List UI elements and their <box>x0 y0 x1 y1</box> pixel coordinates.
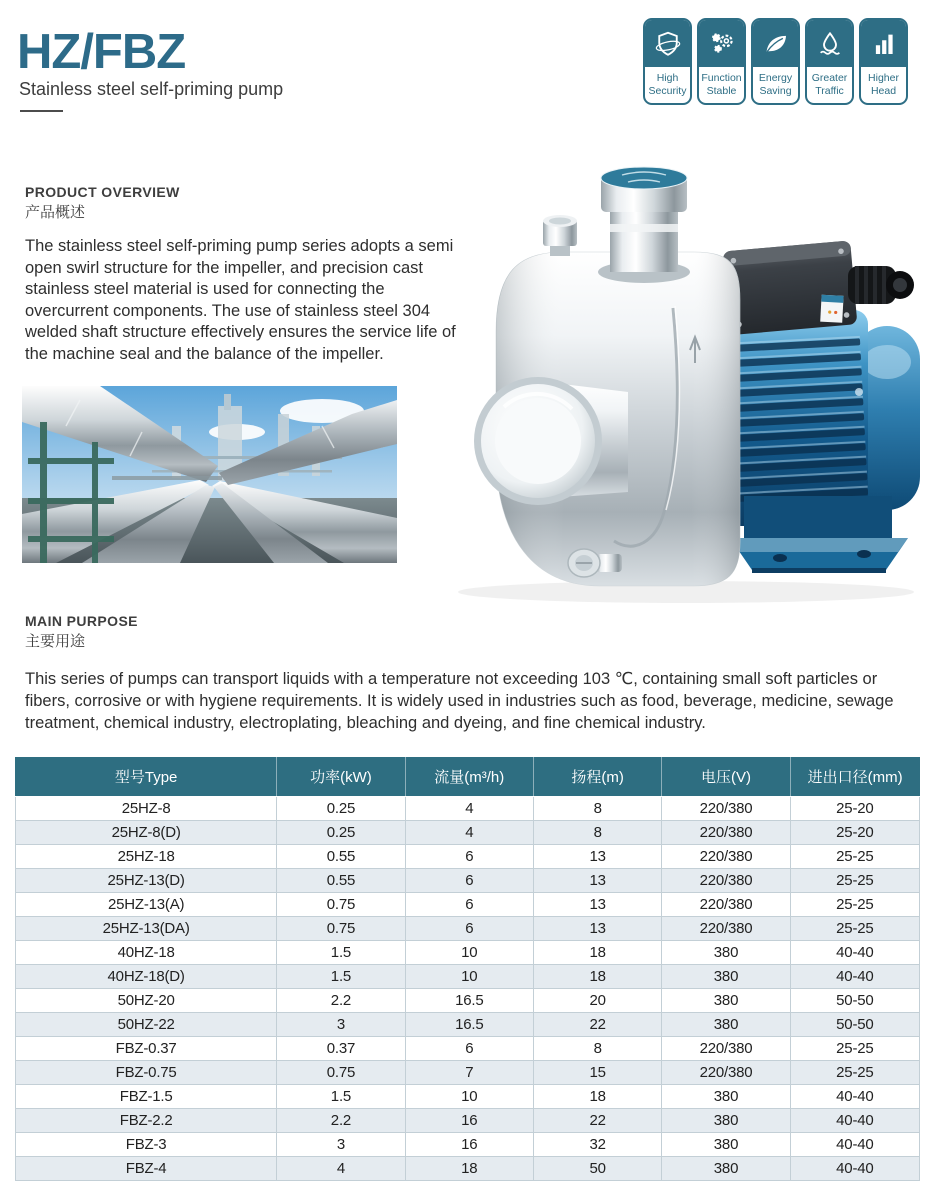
junction-box <box>723 240 858 335</box>
table-cell: 3 <box>277 1132 405 1156</box>
badge-label-line: Energy <box>758 72 793 85</box>
cable-gland <box>848 266 914 304</box>
table-row <box>16 916 920 940</box>
table-row <box>16 1012 920 1036</box>
table-cell: 50-50 <box>790 988 919 1012</box>
table-cell: FBZ-2.2 <box>16 1108 277 1132</box>
badge-label-line: Traffic <box>815 85 844 97</box>
table-cell: 50HZ-20 <box>16 988 277 1012</box>
table-cell: FBZ-1.5 <box>16 1084 277 1108</box>
table-cell: 25-25 <box>790 916 919 940</box>
spec-table <box>15 757 920 1181</box>
table-cell: 40-40 <box>790 940 919 964</box>
table-cell: 0.25 <box>277 820 405 844</box>
table-cell: 2.2 <box>277 988 405 1012</box>
table-cell: 4 <box>405 820 533 844</box>
purpose-paragraph: This series of pumps can transport liquids with a temperature not exceeding 103 ℃, containing small soft particles or fibers, corrosive or with hygiene requirements. It is widely used in industries such as food, beverage, medicine, sewage treatment, chemical industry, electroplating, bleaching and dyeing, and fine chemical industry. <box>25 670 894 732</box>
table-cell: 2.2 <box>277 1108 405 1132</box>
table-cell: 25HZ-8 <box>16 796 277 820</box>
mounting-foot <box>730 496 908 573</box>
table-cell: 22 <box>533 1108 661 1132</box>
table-cell: 25-25 <box>790 844 919 868</box>
table-cell: 18 <box>533 940 661 964</box>
table-cell: 40HZ-18 <box>16 940 277 964</box>
table-cell: 8 <box>533 1036 661 1060</box>
table-cell: 15 <box>533 1060 661 1084</box>
table-cell: 10 <box>405 964 533 988</box>
table-row <box>16 868 920 892</box>
table-row <box>16 796 920 820</box>
badge-high-security <box>643 18 692 105</box>
table-cell: 25-25 <box>790 892 919 916</box>
table-cell: 380 <box>662 1084 790 1108</box>
table-row <box>16 1084 920 1108</box>
table-cell: 0.55 <box>277 844 405 868</box>
badge-label-line: Function <box>701 72 742 85</box>
table-cell: 1.5 <box>277 940 405 964</box>
shield-icon <box>645 20 690 67</box>
purpose-heading-zh: 主要用途 <box>25 633 86 650</box>
table-cell: 0.37 <box>277 1036 405 1060</box>
table-row <box>16 820 920 844</box>
pump-product-photo <box>438 160 930 607</box>
table-cell: 18 <box>405 1156 533 1180</box>
discharge-port <box>598 167 690 283</box>
badge-label <box>861 67 906 103</box>
page-subtitle: Stainless steel self-priming pump <box>19 79 284 99</box>
table-cell: 50HZ-22 <box>16 1012 277 1036</box>
table-cell: 380 <box>662 1156 790 1180</box>
spec-table-header <box>16 757 920 796</box>
table-cell: 20 <box>533 988 661 1012</box>
badge-label-line: Greater <box>811 72 848 85</box>
badge-label-line: Stable <box>706 85 737 97</box>
table-cell: 220/380 <box>662 868 790 892</box>
table-row <box>16 940 920 964</box>
title-underline <box>20 110 63 112</box>
table-cell: 40HZ-18(D) <box>16 964 277 988</box>
port-cap-label <box>601 167 687 189</box>
table-cell: 25HZ-18 <box>16 844 277 868</box>
table-cell: 18 <box>533 964 661 988</box>
droplet-icon <box>807 20 852 67</box>
table-cell: 1.5 <box>277 1084 405 1108</box>
table-cell: 16.5 <box>405 988 533 1012</box>
table-cell: 0.25 <box>277 796 405 820</box>
table-cell: 8 <box>533 820 661 844</box>
badge-label <box>645 67 690 103</box>
table-cell: 13 <box>533 844 661 868</box>
gears-icon <box>699 20 744 67</box>
spec-table-body <box>16 796 920 1180</box>
table-cell: 0.75 <box>277 892 405 916</box>
table-cell: 25-20 <box>790 796 919 820</box>
table-cell: 25HZ-8(D) <box>16 820 277 844</box>
table-cell: 10 <box>405 940 533 964</box>
badge-label-line: High <box>656 72 679 85</box>
overview-heading-en: PRODUCT OVERVIEW <box>25 184 180 200</box>
table-cell: 40-40 <box>790 1084 919 1108</box>
table-cell: 40-40 <box>790 964 919 988</box>
table-cell: 50-50 <box>790 1012 919 1036</box>
table-cell: 16.5 <box>405 1012 533 1036</box>
table-cell: 25HZ-13(D) <box>16 868 277 892</box>
table-cell: 13 <box>533 916 661 940</box>
table-cell: FBZ-3 <box>16 1132 277 1156</box>
junction-box-label <box>820 295 843 323</box>
table-cell: 25-25 <box>790 1060 919 1084</box>
page-title: HZ/FBZ <box>17 25 186 79</box>
inlet-port <box>474 377 628 505</box>
table-cell: 25HZ-13(A) <box>16 892 277 916</box>
table-cell: 3 <box>277 1012 405 1036</box>
table-column-header: 进出口径(mm) <box>790 757 919 796</box>
badge-energy-saving <box>751 18 800 105</box>
badge-label <box>807 67 852 103</box>
overview-heading-zh: 产品概述 <box>25 204 86 221</box>
table-row <box>16 988 920 1012</box>
table-cell: 380 <box>662 940 790 964</box>
table-cell: 0.75 <box>277 916 405 940</box>
table-cell: 32 <box>533 1132 661 1156</box>
table-cell: 40-40 <box>790 1108 919 1132</box>
pump-product-drawing <box>438 160 930 607</box>
table-row <box>16 1108 920 1132</box>
table-cell: 18 <box>533 1084 661 1108</box>
badge-greater-traffic <box>805 18 854 105</box>
table-cell: 13 <box>533 892 661 916</box>
table-cell: FBZ-4 <box>16 1156 277 1180</box>
table-cell: 16 <box>405 1132 533 1156</box>
table-cell: 220/380 <box>662 1060 790 1084</box>
table-cell: 6 <box>405 916 533 940</box>
table-cell: 4 <box>277 1156 405 1180</box>
table-column-header: 电压(V) <box>662 757 790 796</box>
table-cell: 220/380 <box>662 1036 790 1060</box>
table-cell: FBZ-0.37 <box>16 1036 277 1060</box>
table-header-row <box>16 757 920 796</box>
table-cell: 8 <box>533 796 661 820</box>
pipeline-photo <box>22 386 397 563</box>
table-column-header: 型号Type <box>16 757 277 796</box>
table-cell: FBZ-0.75 <box>16 1060 277 1084</box>
table-cell: 220/380 <box>662 844 790 868</box>
badge-higher-head <box>859 18 908 105</box>
table-cell: 220/380 <box>662 916 790 940</box>
table-cell: 25-25 <box>790 1036 919 1060</box>
table-cell: 40-40 <box>790 1132 919 1156</box>
table-cell: 25-25 <box>790 868 919 892</box>
motor-fins <box>718 336 868 503</box>
feature-badges <box>643 18 908 105</box>
table-cell: 25-20 <box>790 820 919 844</box>
table-column-header: 扬程(m) <box>533 757 661 796</box>
table-cell: 380 <box>662 964 790 988</box>
table-cell: 25HZ-13(DA) <box>16 916 277 940</box>
table-row <box>16 844 920 868</box>
table-cell: 220/380 <box>662 796 790 820</box>
table-column-header: 功率(kW) <box>277 757 405 796</box>
table-cell: 6 <box>405 868 533 892</box>
badge-label-line: Higher <box>868 72 899 85</box>
table-cell: 1.5 <box>277 964 405 988</box>
table-cell: 16 <box>405 1108 533 1132</box>
table-cell: 380 <box>662 1132 790 1156</box>
table-cell: 220/380 <box>662 892 790 916</box>
table-cell: 0.55 <box>277 868 405 892</box>
table-cell: 6 <box>405 892 533 916</box>
table-cell: 380 <box>662 1012 790 1036</box>
table-cell: 10 <box>405 1084 533 1108</box>
table-column-header: 流量(m³/h) <box>405 757 533 796</box>
table-row <box>16 1060 920 1084</box>
badge-label <box>699 67 744 103</box>
overview-paragraph: The stainless steel self-priming pump series adopts a semi open swirl structure for the impeller, and precision cast stainless steel material is used for connecting the overcurrent components. The use of stainless steel 304 welded shaft structure effectively ensures the service life of the machine seal and the balance of the impeller. <box>25 237 456 363</box>
table-row <box>16 1132 920 1156</box>
table-cell: 50 <box>533 1156 661 1180</box>
table-cell: 220/380 <box>662 820 790 844</box>
badge-function-stable <box>697 18 746 105</box>
bar-chart-icon <box>861 20 906 67</box>
table-cell: 13 <box>533 868 661 892</box>
purpose-heading-en: MAIN PURPOSE <box>25 613 138 629</box>
table-cell: 40-40 <box>790 1156 919 1180</box>
table-cell: 6 <box>405 1036 533 1060</box>
badge-label <box>753 67 798 103</box>
badge-label-line: Head <box>870 85 897 97</box>
table-cell: 6 <box>405 844 533 868</box>
table-row <box>16 964 920 988</box>
table-cell: 4 <box>405 796 533 820</box>
top-plug <box>543 215 577 256</box>
table-row <box>16 1156 920 1180</box>
leaf-icon <box>753 20 798 67</box>
table-cell: 7 <box>405 1060 533 1084</box>
badge-label-line: Saving <box>759 85 792 97</box>
table-cell: 0.75 <box>277 1060 405 1084</box>
table-cell: 22 <box>533 1012 661 1036</box>
pipeline-photo-drawing <box>22 386 397 563</box>
table-cell: 380 <box>662 1108 790 1132</box>
badge-label-line: Security <box>648 85 687 97</box>
table-row <box>16 1036 920 1060</box>
table-cell: 380 <box>662 988 790 1012</box>
table-row <box>16 892 920 916</box>
